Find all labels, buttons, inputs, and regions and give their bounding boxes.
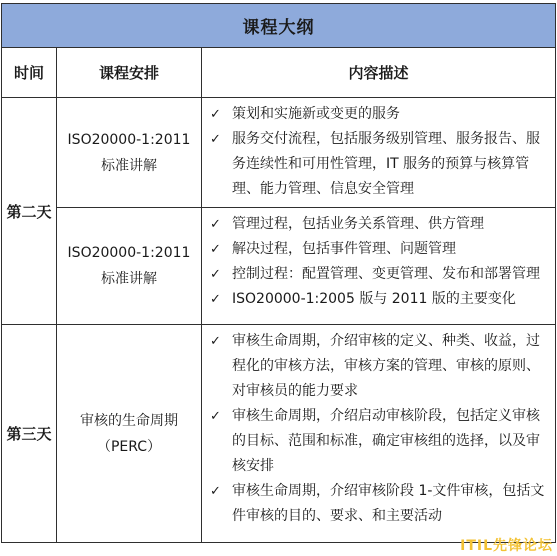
- check-icon: ✓: [210, 267, 221, 282]
- list-item-text: 审核生命周期，介绍审核阶段 1-文件审核，包括文件审核的目的、要求、和主要活动: [232, 483, 545, 524]
- header-content: 内容描述: [202, 48, 556, 98]
- list-item-text: 审核生命周期，介绍启动审核阶段，包括定义审核的目标、范围和标准，确定审核组的选择，以及审核安排: [232, 408, 540, 474]
- course-cell: ISO20000-1:2011 标准讲解: [57, 208, 202, 325]
- list-item: [206, 479, 547, 529]
- list-item: [206, 127, 547, 202]
- course-subtitle: （PERC）: [96, 438, 162, 455]
- list-item: [206, 262, 547, 287]
- list-item: [206, 212, 547, 237]
- check-icon: ✓: [210, 132, 221, 147]
- list-item-text: 管理过程，包括业务关系管理、供方管理: [232, 216, 484, 232]
- course-cell: ISO20000-1:2011 标准讲解: [57, 98, 202, 208]
- course-name: 审核的生命周期: [80, 412, 178, 429]
- header-time: 时间: [2, 48, 57, 98]
- content-cell: [202, 325, 556, 543]
- content-cell: [202, 208, 556, 325]
- check-icon: ✓: [210, 107, 221, 122]
- list-item-text: 控制过程：配置管理、变更管理、发布和部署管理: [232, 266, 540, 282]
- content-cell: [202, 98, 556, 208]
- list-item: [206, 102, 547, 127]
- check-icon: ✓: [210, 409, 221, 424]
- check-icon: ✓: [210, 242, 221, 257]
- check-icon: ✓: [210, 292, 221, 307]
- list-item-text: ISO20000-1:2005 版与 2011 版的主要变化: [232, 291, 516, 307]
- list-item-text: 审核生命周期，介绍审核的定义、种类、收益，过程化的审核方法，审核方案的管理、审核的原则、对审核员的能力要求: [232, 333, 540, 399]
- check-icon: ✓: [210, 484, 221, 499]
- list-item-text: 解决过程，包括事件管理、问题管理: [232, 241, 456, 257]
- day-cell: 第三天: [2, 325, 57, 543]
- list-item: [206, 287, 547, 312]
- course-outline-table-container: [1, 3, 555, 553]
- check-icon: ✓: [210, 334, 221, 349]
- list-item: [206, 237, 547, 262]
- forum-watermark: ITIL先锋论坛: [460, 538, 553, 554]
- course-cell: [57, 325, 202, 543]
- course-outline-table: [1, 3, 556, 543]
- list-item: [206, 329, 547, 404]
- list-item-text: 策划和实施新或变更的服务: [232, 106, 400, 122]
- check-icon: ✓: [210, 217, 221, 232]
- day-cell: 第二天: [2, 98, 57, 325]
- table-title: 课程大纲: [2, 4, 556, 48]
- list-item-text: 服务交付流程，包括服务级别管理、服务报告、服务连续性和可用性管理，IT 服务的预算与核算管理、能力管理、信息安全管理: [232, 131, 540, 197]
- list-item: [206, 404, 547, 479]
- header-course: 课程安排: [57, 48, 202, 98]
